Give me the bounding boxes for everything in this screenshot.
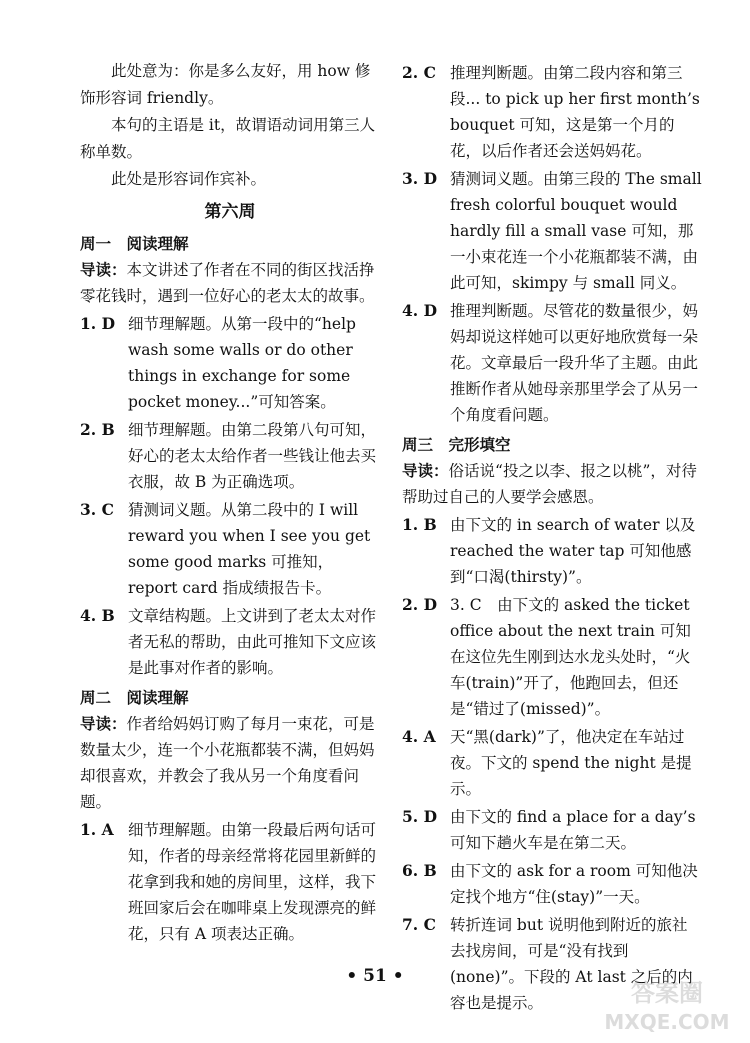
guide-label: 导读： <box>402 462 449 480</box>
answer-number: 6. B <box>402 861 437 880</box>
answer-item <box>80 817 380 947</box>
right-column <box>402 58 702 1016</box>
answer-text: 文章结构题。上文讲到了老太太对作者无私的帮助，由此可推知下文应该是此事对作者的影响。 <box>128 607 377 677</box>
intro-note-2: 本句的主语是 it，故谓语动词用第三人称单数。 <box>80 116 376 161</box>
guide-wednesday <box>402 458 702 510</box>
section-heading-monday: 周一 阅读理解 <box>80 235 189 253</box>
page-number: • 51 • <box>346 966 404 986</box>
answer-number: 4. D <box>402 301 438 320</box>
answer-number: 5. D <box>402 807 438 826</box>
answer-text: 细节理解题。由第一段最后两句话可知，作者的母亲经常将花园里新鲜的花拿到我和她的房间里，这样，我下班回家后会在咖啡桌上发现漂亮的鲜花，只有 A 项表达正确。 <box>128 821 377 943</box>
guide-tuesday <box>80 711 380 815</box>
week-title: 第六周 <box>204 202 256 222</box>
answer-item <box>80 311 380 415</box>
answer-number: 2. D <box>402 595 438 614</box>
section-heading-wednesday: 周三 完形填空 <box>402 436 511 454</box>
section-heading-tuesday: 周二 阅读理解 <box>80 689 189 707</box>
guide-label: 导读： <box>80 261 127 279</box>
answer-item <box>402 858 702 910</box>
watermark-logo <box>595 973 740 1037</box>
intro-note-3: 此处是形容词作宾补。 <box>111 170 267 188</box>
answer-text: 3. C 由下文的 asked the ticket office about the next train 可知在这位先生刚到达水龙头处时，“火车(train)”开了，他跑回去，但还是“错过了(missed)”。 <box>450 596 691 718</box>
guide-text: 本文讲述了作者在不同的街区找活挣零花钱时，遇到一位好心的老太太的故事。 <box>80 261 375 305</box>
answer-item <box>402 60 702 164</box>
guide-monday <box>80 257 380 309</box>
answer-number: 3. D <box>402 169 438 188</box>
answer-text: 天“黑(dark)”了，他决定在车站过夜。下文的 spend the night 是提示。 <box>450 728 692 798</box>
answer-item <box>80 603 380 681</box>
answer-text: 由下文的 ask for a room 可知他决定找个地方“住(stay)”一天。 <box>450 862 698 906</box>
answer-number: 2. B <box>80 420 115 439</box>
answer-number: 1. D <box>80 314 116 333</box>
answer-number: 2. C <box>402 63 436 82</box>
answer-text: 细节理解题。从第一段中的“help wash some walls or do other things in exchange for some pocket money...”可知答案。 <box>128 315 356 411</box>
answer-item <box>402 724 702 802</box>
answer-text: 由下文的 in search of water 以及 reached the water tap 可知他感到“口渴(thirsty)”。 <box>450 516 696 586</box>
answer-text: 细节理解题。由第二段第八句可知，好心的老太太给作者一些钱让他去买衣服，故 B 为正确选项。 <box>128 421 377 491</box>
guide-text: 作者给妈妈订购了每月一束花，可是数量太少，连一个小花瓶都装不满，但妈妈却很喜欢，并教会了我从另一个角度看问题。 <box>80 715 375 811</box>
answer-number: 4. B <box>80 606 115 625</box>
answer-item <box>402 592 702 722</box>
guide-text: 俗话说“投之以李、报之以桃”，对待帮助过自己的人要学会感恩。 <box>402 462 697 506</box>
watermark-bottom-text: MXQE.COM <box>604 1010 730 1034</box>
answer-number: 3. C <box>80 500 114 519</box>
answer-number: 4. A <box>402 727 436 746</box>
guide-label: 导读： <box>80 715 127 733</box>
answer-number: 1. A <box>80 820 114 839</box>
answer-number: 7. C <box>402 915 436 934</box>
answer-text: 推理判断题。尽管花的数量很少，妈妈却说这样她可以更好地欣赏每一朵花。文章最后一段升华了主题。由此推断作者从她母亲那里学会了从另一个角度看问题。 <box>450 302 699 424</box>
answer-item <box>402 512 702 590</box>
answer-item <box>402 804 702 856</box>
intro-note-1: 此处意为：你是多么友好，用 how 修饰形容词 friendly。 <box>80 62 371 107</box>
answer-text: 推理判断题。由第二段内容和第三段... to pick up her first month’s bouquet 可知，这是第一个月的花，以后作者还会送妈妈花。 <box>450 64 700 160</box>
answer-text: 由下文的 find a place for a day’s 可知下趟火车是在第二天。 <box>450 808 696 852</box>
answer-item <box>402 166 702 296</box>
answer-item <box>80 417 380 495</box>
answer-number: 1. B <box>402 515 437 534</box>
answer-item <box>402 298 702 428</box>
watermark-top-text: 答案圈 <box>631 979 703 1007</box>
answer-text: 猜测词义题。由第三段的 The small fresh colorful bouquet would hardly fill a small vase 可知，那一小束花连一个小花瓶都装不满，由此可知，skimpy 与 small 同义。 <box>450 170 702 292</box>
answer-text: 猜测词义题。从第二段中的 I will reward you when I see you get some good marks 可推知，report card 指成绩报告卡。 <box>128 501 371 597</box>
answer-text: 转折连词 but 说明他到附近的旅社去找房间，可是“没有找到(none)”。下段的 At last 之后的内容也是提示。 <box>450 916 693 1012</box>
left-column <box>80 58 380 947</box>
answer-item <box>80 497 380 601</box>
